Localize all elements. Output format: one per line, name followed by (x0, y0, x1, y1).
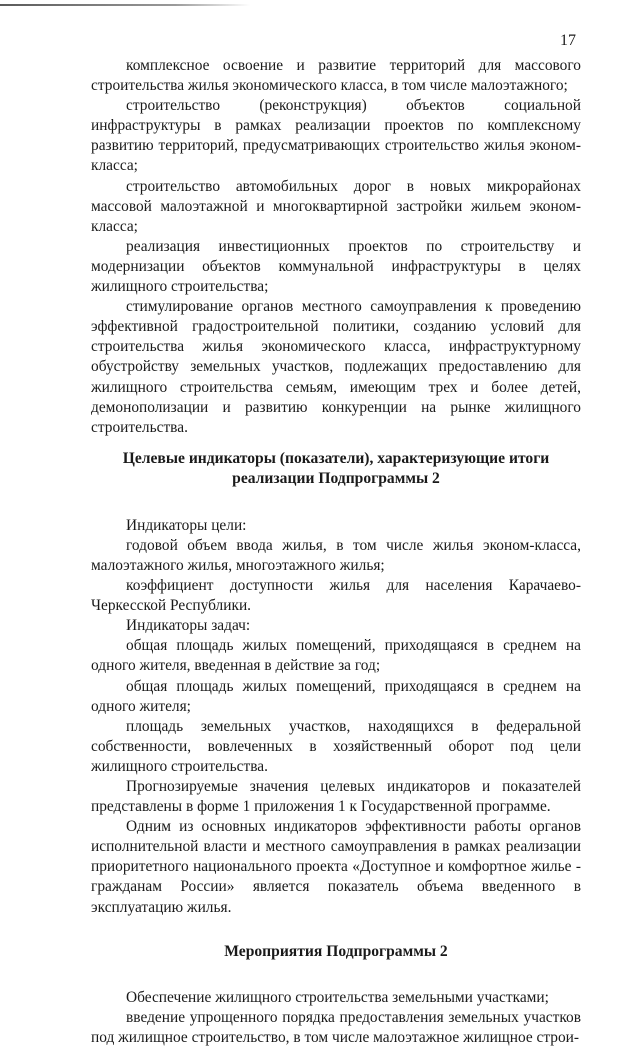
indicators-paragraph: площадь земельных участков, находящихся в федеральной собственности, вовлеченных в хозяйственный оборот под цели жилищного строительства. (91, 717, 581, 775)
indicators-heading-line1: Целевые индикаторы (показатели), характеризующие итоги (122, 449, 550, 467)
page-number: 17 (560, 32, 576, 49)
indicators-paragraph: коэффициент доступности жилья для населения Карачаево-Черкесской Республики. (91, 577, 581, 615)
indicators-paragraph: общая площадь жилых помещений, приходящаяся в среднем на одного жителя; (91, 677, 581, 715)
document-body (91, 56, 581, 1048)
measures-paragraph: Обеспечение жилищного строительства земельными участками; (126, 988, 549, 1006)
indicators-paragraph: Индикаторы цели: (126, 516, 247, 534)
indicators-paragraph: Индикаторы задач: (126, 617, 251, 635)
intro-paragraph: стимулирование органов местного самоуправления к проведению эффективной градостроительной политики, созданию условий для строительства жилья экономического класса, инфраструктурному обустройству земельных участков, подлежащих предоставлению для жилищного строительства семьям, имеющим трех и более детей, демонополизации и развитию конкуренции на рынке жилищного строительства. (91, 298, 581, 436)
indicators-paragraph: Прогнозируемые значения целевых индикаторов и показателей представлены в форме 1 приложения 1 к Государственной программе. (91, 778, 581, 816)
measures-heading: Мероприятия Подпрограммы 2 (224, 942, 448, 960)
intro-paragraph: строительство (реконструкция) объектов социальной инфраструктуры в рамках реализации проектов по комплексному развитию территорий, предусматривающих строительство жилья эконом-класса; (91, 97, 581, 175)
intro-paragraph: комплексное освоение и развитие территорий для массового строительства жилья экономического класса, в том числе малоэтажного; (91, 57, 581, 95)
indicators-heading-line2: реализации Подпрограммы 2 (232, 469, 440, 487)
measures-paragraph: введение упрощенного порядка предоставления земельных участков под жилищное строительство, в том числе малоэтажное жилищное строи- (91, 1008, 581, 1046)
indicators-paragraph: годовой объем ввода жилья, в том числе жилья эконом-класса, малоэтажного жилья, многоэтажного жилья; (91, 536, 581, 574)
indicators-paragraph: Одним из основных индикаторов эффективности работы органов исполнительной власти и местного самоуправления в рамках реализации приоритетного национального проекта «Доступное и комфортное жилье - гражданам России» является показатель объема введенного в эксплуатацию жилья. (91, 818, 581, 916)
intro-paragraph: строительство автомобильных дорог в новых микрорайонах массовой малоэтажной и многоквартирной застройки жильем эконом-класса; (91, 177, 581, 235)
indicators-paragraph: общая площадь жилых помещений, приходящаяся в среднем на одного жителя, введенная в действие за год; (91, 637, 581, 675)
scan-edge-line (0, 4, 250, 6)
intro-paragraph: реализация инвестиционных проектов по строительству и модернизации объектов коммунальной инфраструктуры в целях жилищного строительства; (91, 237, 581, 296)
